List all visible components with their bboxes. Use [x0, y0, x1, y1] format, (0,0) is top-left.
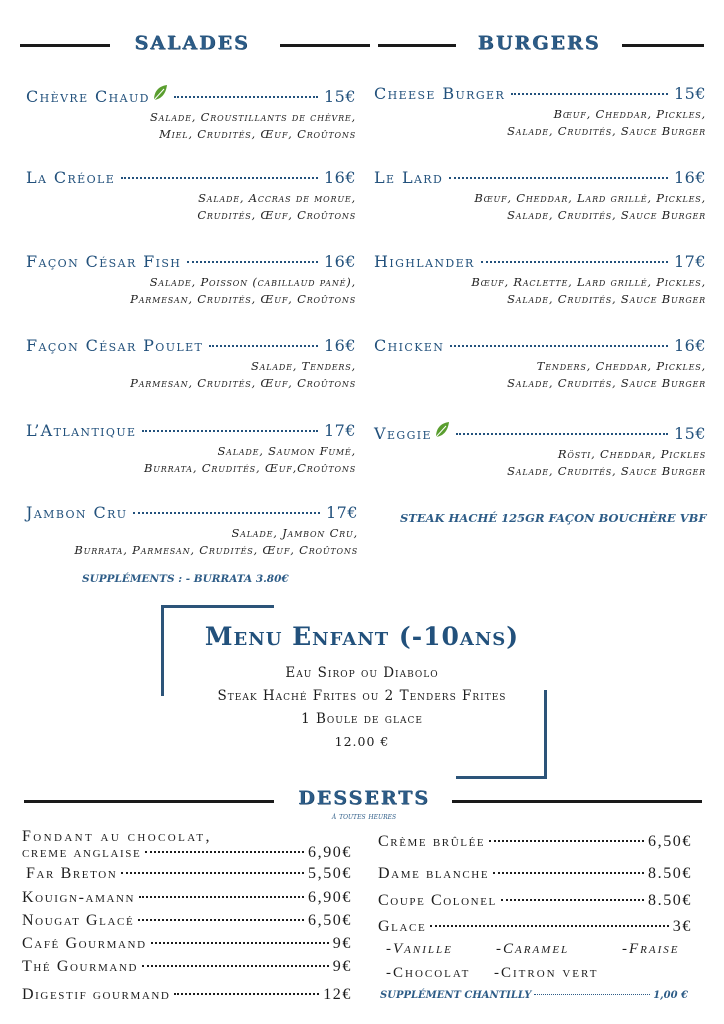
dessert-name: Digestif gourmand: [22, 986, 171, 1003]
desserts-subtitle: à toutes heures: [331, 812, 397, 822]
desserts-rule-left: [24, 800, 274, 803]
salades-rule-left: [20, 44, 110, 47]
item-desc-line: Salade, Tenders,: [250, 359, 356, 373]
burger-item: [374, 168, 706, 224]
salade-item: [26, 421, 356, 477]
dot-leader: [142, 430, 318, 432]
dessert-item: [378, 892, 692, 910]
item-desc-line: Salade, Crudités, Sauce Burger: [507, 376, 706, 390]
salade-item: [26, 168, 356, 224]
dessert-price: 12€: [323, 986, 352, 1003]
item-name: Veggie: [374, 424, 432, 443]
burger-item: [374, 84, 706, 140]
dot-leader: [133, 512, 320, 514]
glace-flavor: -Chocolat: [386, 965, 471, 981]
dessert-item: [22, 889, 352, 907]
dot-leader: [501, 899, 644, 901]
dot-leader: [534, 994, 650, 995]
item-desc-line: Parmesan, Crudités, Œuf, Croûtons: [130, 292, 356, 306]
dot-leader: [174, 96, 318, 98]
dessert-price: 9€: [332, 935, 352, 952]
item-price: 16€: [323, 168, 356, 187]
menu-enfant-line: 1 Boule de glace: [301, 711, 423, 727]
burger-item: [374, 421, 706, 480]
item-name: Chicken: [374, 336, 445, 355]
menu-enfant-price: 12.00 €: [334, 734, 390, 749]
item-price: 16€: [323, 336, 356, 355]
desserts-rule-right: [452, 800, 702, 803]
item-price: 16€: [673, 168, 706, 187]
item-desc-line: Miel, Crudités, Œuf, Croûtons: [159, 127, 356, 141]
item-desc-line: Salade, Crudités, Sauce Burger: [507, 464, 706, 478]
burgers-steak-note: STEAK HACHÉ 125GR FAÇON BOUCHÈRE VBF: [400, 511, 707, 525]
salades-rule-right: [280, 44, 370, 47]
dessert-name: Dame blanche: [378, 865, 490, 882]
dot-leader: [139, 896, 304, 898]
item-name: Highlander: [374, 252, 475, 271]
dessert-price: 6,50€: [308, 912, 352, 929]
dessert-name: Glace: [378, 918, 427, 935]
menu-enfant-line: Steak Haché Frites ou 2 Tenders Frites: [217, 688, 507, 704]
menu-enfant-line: Eau Sirop ou Diabolo: [285, 665, 439, 681]
salade-item: [26, 503, 358, 559]
item-desc-line: Salade, Jambon Cru,: [231, 526, 358, 540]
item-name: La Créole: [26, 168, 116, 187]
dessert-name: Kouign-amann: [22, 889, 136, 906]
dessert-price: 6,90€: [308, 889, 352, 906]
item-name: Cheese Burger: [374, 84, 506, 103]
burgers-rule-left: [378, 44, 456, 47]
dessert-item: [26, 865, 352, 883]
item-desc-line: Bœuf, Raclette, Lard grillé, Pickles,: [471, 275, 706, 289]
dessert-price: 3€: [672, 918, 692, 935]
dessert-price: 5,50€: [308, 865, 352, 882]
glace-flavor: -Fraise: [622, 941, 680, 957]
chantilly-supplement: [380, 990, 688, 1001]
item-desc-line: Salade, Crudités, Sauce Burger: [507, 124, 706, 138]
dot-leader: [511, 93, 668, 95]
desserts-title: DESSERTS: [298, 787, 430, 809]
item-desc-line: Salade, Crudités, Sauce Burger: [507, 208, 706, 222]
item-name: L’Atlantique: [26, 421, 137, 440]
salades-supplement: SUPPLÉMENTS : - BURRATA 3.80€: [82, 573, 289, 585]
dot-leader: [142, 965, 329, 967]
item-desc-line: Burrata, Parmesan, Crudités, Œuf, Croûtons: [74, 543, 358, 557]
dot-leader: [121, 177, 318, 179]
item-desc-line: Bœuf, Cheddar, Lard grillé, Pickles,: [474, 191, 706, 205]
item-desc-line: Burrata, Crudités, Œuf,Croûtons: [144, 461, 356, 475]
dessert-name: Café Gourmand: [22, 935, 147, 952]
item-desc-line: Bœuf, Cheddar, Pickles,: [553, 107, 706, 121]
item-price: 17€: [323, 421, 356, 440]
item-name: Façon César Poulet: [26, 336, 204, 355]
dot-leader: [489, 840, 644, 842]
menu-enfant-title: Menu Enfant (-10ans): [204, 622, 520, 651]
item-price: 17€: [325, 503, 358, 522]
salade-item: [26, 336, 356, 392]
dot-leader: [138, 919, 304, 921]
dot-leader: [450, 345, 668, 347]
dot-leader: [174, 993, 319, 995]
item-name: Façon César Fish: [26, 252, 182, 271]
leaf-icon: [152, 84, 168, 106]
dot-leader: [209, 345, 318, 347]
dessert-item: [22, 844, 352, 862]
dessert-name: Fondant au chocolat,: [22, 828, 212, 845]
item-price: 15€: [323, 87, 356, 106]
item-desc-line: Salade, Accras de morue,: [198, 191, 356, 205]
salade-item: [26, 252, 356, 308]
glace-flavor: -Vanille: [386, 941, 453, 957]
dessert-name: Thé Gourmand: [22, 958, 139, 975]
item-price: 16€: [673, 336, 706, 355]
dessert-name: Nougat Glacé: [22, 912, 135, 929]
dessert-price: 6,90€: [308, 844, 352, 861]
burger-item: [374, 336, 706, 392]
item-desc-line: Salade, Crudités, Sauce Burger: [507, 292, 706, 306]
dot-leader: [151, 942, 329, 944]
item-price: 17€: [673, 252, 706, 271]
dessert-item: [378, 865, 692, 883]
item-name: Le Lard: [374, 168, 444, 187]
glace-flavor: -Caramel: [496, 941, 570, 957]
burgers-title: BURGERS: [477, 32, 601, 54]
dessert-item: [378, 918, 692, 936]
salades-title: SALADES: [134, 32, 250, 54]
dessert-name: Far Breton: [26, 865, 118, 882]
dot-leader: [493, 872, 644, 874]
dessert-item: [378, 833, 692, 851]
chantilly-price: 1,00 €: [653, 990, 688, 1001]
dessert-price: 6,50€: [648, 833, 692, 850]
glace-flavor: -Citron vert: [494, 965, 599, 981]
item-desc-line: Tenders, Cheddar, Pickles,: [536, 359, 706, 373]
item-desc-line: Salade, Saumon Fumé,: [217, 444, 356, 458]
item-desc-line: Rösti, Cheddar, Pickles: [557, 447, 706, 461]
dessert-item: [22, 986, 352, 1004]
item-price: 16€: [323, 252, 356, 271]
item-desc-line: Parmesan, Crudités, Œuf, Croûtons: [130, 376, 356, 390]
chantilly-label: SUPPLÉMENT CHANTILLY: [380, 990, 532, 1001]
item-desc-line: Crudités, Œuf, Croûtons: [197, 208, 356, 222]
dessert-price: 8.50€: [648, 865, 692, 882]
dessert-price: 9€: [332, 958, 352, 975]
item-name: Chèvre Chaud: [26, 87, 150, 106]
dot-leader: [430, 925, 669, 927]
item-price: 15€: [673, 84, 706, 103]
dot-leader: [187, 261, 318, 263]
burgers-rule-right: [622, 44, 704, 47]
dessert-name: Coupe Colonel: [378, 892, 497, 909]
item-price: 15€: [673, 424, 706, 443]
dessert-item: [22, 912, 352, 930]
burger-item: [374, 252, 706, 308]
item-name: Jambon Cru: [26, 503, 128, 522]
dessert-name: Crème brûlée: [378, 833, 486, 850]
dot-leader: [456, 433, 668, 435]
salade-item: [26, 84, 356, 143]
leaf-icon: [434, 421, 450, 443]
dot-leader: [481, 261, 668, 263]
dessert-item: [22, 935, 352, 953]
dot-leader: [121, 872, 304, 874]
dot-leader: [449, 177, 668, 179]
dot-leader: [145, 851, 304, 853]
dessert-name: creme anglaise: [22, 844, 142, 861]
dessert-item: [22, 958, 352, 976]
item-desc-line: Salade, Poisson (cabillaud pané),: [149, 275, 356, 289]
item-desc-line: Salade, Croustillants de chèvre,: [149, 110, 356, 124]
dessert-price: 8.50€: [648, 892, 692, 909]
